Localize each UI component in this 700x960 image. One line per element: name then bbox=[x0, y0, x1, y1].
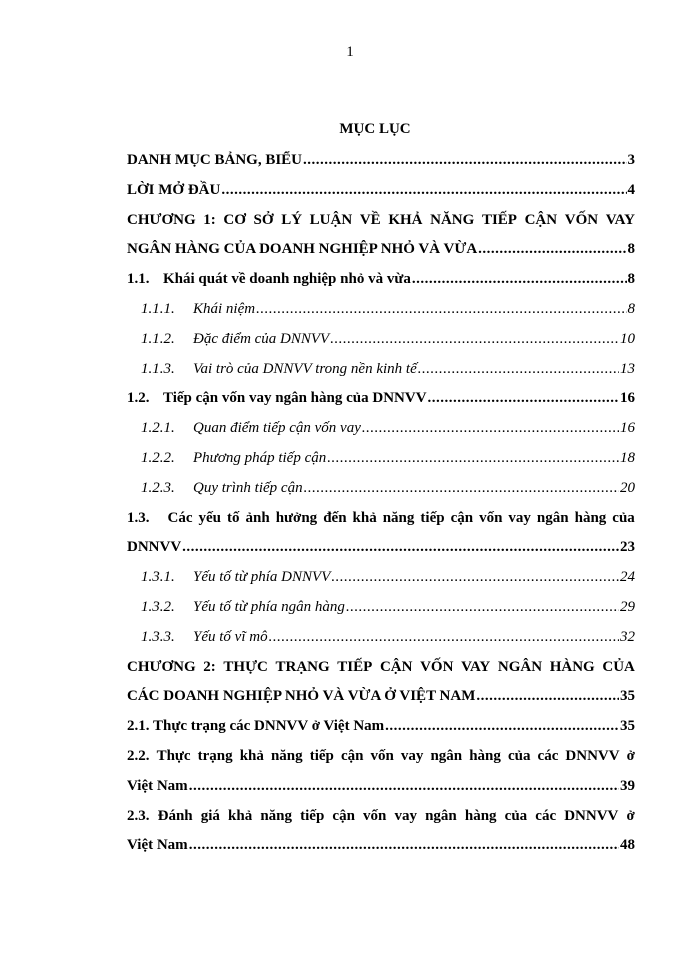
toc-entry-page: 35 bbox=[620, 718, 635, 735]
toc-entry-text: Yếu tố từ phía DNNVV bbox=[193, 569, 331, 586]
toc-entry-number: 1.3.1. bbox=[141, 569, 175, 586]
dot-leader bbox=[412, 265, 627, 295]
toc-entry-chapter-2[interactable] bbox=[127, 653, 635, 713]
toc-entry-number: 1.2.1. bbox=[141, 420, 175, 437]
toc-entry-page: 8 bbox=[627, 271, 635, 288]
dot-leader bbox=[428, 384, 619, 414]
page-number: 1 bbox=[346, 44, 354, 60]
toc-entry-1-1-1[interactable] bbox=[127, 295, 635, 325]
toc-entry-page: 8 bbox=[627, 241, 635, 258]
dot-leader bbox=[346, 593, 619, 623]
toc-entry-page: 10 bbox=[620, 330, 635, 347]
toc-entry-page: 23 bbox=[620, 539, 635, 556]
toc-entry-2-1[interactable] bbox=[127, 712, 635, 742]
toc-entry-number: 1.1.2. bbox=[141, 330, 175, 347]
toc-entry-page: 29 bbox=[620, 598, 635, 615]
toc-entry-1-3[interactable] bbox=[127, 504, 635, 564]
dot-leader bbox=[362, 414, 619, 444]
toc-entry-text: Khái quát về doanh nghiệp nhỏ và vừa bbox=[163, 271, 411, 288]
toc-entry-text: Phương pháp tiếp cận bbox=[193, 449, 327, 466]
toc-entry-number: 1.2. bbox=[127, 390, 150, 407]
toc-entry-number: 1.1. bbox=[127, 271, 150, 288]
toc-entry-number: 1.1.1. bbox=[141, 300, 175, 317]
toc-entry-page: 3 bbox=[627, 152, 635, 168]
toc-entry-page: 16 bbox=[620, 390, 635, 407]
toc-entry-number: 1.3.3. bbox=[141, 628, 175, 645]
toc-entry-line-1: 2.3. Đánh giá khả năng tiếp cận vốn vay ngân hàng của các DNNVV ở bbox=[127, 807, 635, 824]
dot-leader bbox=[478, 235, 626, 265]
toc-entry-1-2-3[interactable] bbox=[127, 474, 635, 504]
toc-entry-1-3-2[interactable] bbox=[127, 593, 635, 623]
toc-entry-number: 1.2.3. bbox=[141, 479, 175, 496]
toc-entry-page: 4 bbox=[627, 181, 635, 198]
toc-entry-1-3-3[interactable] bbox=[127, 623, 635, 653]
toc-entry-2-3[interactable] bbox=[127, 802, 635, 862]
toc-entry-introduction[interactable] bbox=[127, 176, 635, 206]
toc-entry-text: CÁC DOANH NGHIỆP NHỎ VÀ VỪA Ở VIỆT NAM bbox=[127, 688, 476, 705]
toc-entry-1-1[interactable] bbox=[127, 265, 635, 295]
toc-entry-line-2 bbox=[127, 682, 635, 712]
toc-entry-page: 24 bbox=[620, 569, 635, 586]
toc-entry-line-2 bbox=[127, 235, 635, 265]
toc-entry-text: Quy trình tiếp cận bbox=[193, 479, 303, 496]
toc-entry-page: 8 bbox=[627, 300, 635, 317]
toc-entry-text: Yếu tố từ phía ngân hàng bbox=[193, 598, 345, 615]
toc-entry-page: 13 bbox=[620, 360, 635, 377]
dot-leader bbox=[418, 355, 619, 385]
toc-entry-text: DANH MỤC BẢNG, BIỂU bbox=[127, 152, 303, 168]
toc-entry-line-2 bbox=[127, 772, 635, 802]
toc-entry-line-1: 1.3. Các yếu tố ảnh hưởng đến khả năng tiếp cận vốn vay ngân hàng của bbox=[127, 504, 635, 534]
toc-entry-page: 18 bbox=[620, 449, 635, 466]
toc-entry-number: 1.3.2. bbox=[141, 598, 175, 615]
toc-entry-1-2[interactable] bbox=[127, 384, 635, 414]
toc-entry-page: 39 bbox=[620, 777, 635, 794]
toc-entry-line-1: CHƯƠNG 2: THỰC TRẠNG TIẾP CẬN VỐN VAY NGÂN HÀNG CỦA bbox=[127, 658, 635, 675]
toc-entry-line-2 bbox=[127, 533, 635, 563]
toc-entry-chapter-1[interactable] bbox=[127, 206, 635, 266]
toc-entry-1-3-1[interactable] bbox=[127, 563, 635, 593]
dot-leader bbox=[385, 712, 619, 742]
toc-entry-text: 2.1. Thực trạng các DNNVV ở Việt Nam bbox=[127, 718, 385, 735]
toc-entry-1-1-3[interactable] bbox=[127, 355, 635, 385]
toc-entry-text: Tiếp cận vốn vay ngân hàng của DNNVV bbox=[163, 390, 427, 407]
toc-title: MỤC LỤC bbox=[339, 121, 411, 137]
dot-leader bbox=[327, 444, 619, 474]
dot-leader bbox=[330, 325, 619, 355]
toc-entry-line-2 bbox=[127, 831, 635, 861]
toc-entry-number: 1.3. bbox=[127, 509, 150, 526]
toc-entry-1-1-2[interactable] bbox=[127, 325, 635, 355]
toc-entry-text: NGÂN HÀNG CỦA DOANH NGHIỆP NHỎ VÀ VỪA bbox=[127, 241, 478, 258]
toc-entry-page: 35 bbox=[620, 688, 635, 705]
toc-entry-page: 32 bbox=[620, 628, 635, 645]
toc-entry-text: Yếu tố vĩ mô bbox=[193, 628, 268, 645]
toc-entry-line-1: CHƯƠNG 1: CƠ SỞ LÝ LUẬN VỀ KHẢ NĂNG TIẾP CẬN VỐN VAY bbox=[127, 211, 635, 228]
dot-leader bbox=[189, 831, 619, 861]
dot-leader bbox=[189, 772, 619, 802]
toc-entry-text: Việt Nam bbox=[127, 837, 188, 854]
toc-entry-text: Đặc điểm của DNNVV bbox=[193, 330, 330, 347]
toc-entry-text: LỜI MỞ ĐẦU bbox=[127, 181, 221, 198]
toc-entry-page: 16 bbox=[620, 420, 635, 437]
toc-entry-text: DNNVV bbox=[127, 539, 182, 556]
dot-leader bbox=[182, 533, 619, 563]
table-of-contents bbox=[127, 146, 635, 861]
dot-leader bbox=[269, 623, 619, 653]
toc-entry-text: Vai trò của DNNVV trong nền kinh tế bbox=[193, 360, 417, 377]
toc-entry-1-2-1[interactable] bbox=[127, 414, 635, 444]
dot-leader bbox=[303, 146, 626, 176]
toc-entry-text: Quan điểm tiếp cận vốn vay bbox=[193, 420, 361, 437]
dot-leader bbox=[304, 474, 619, 504]
dot-leader bbox=[256, 295, 626, 325]
toc-entry-page: 20 bbox=[620, 479, 635, 496]
toc-entry-text: Việt Nam bbox=[127, 777, 188, 794]
dot-leader bbox=[221, 176, 626, 206]
toc-entry-page: 48 bbox=[620, 837, 635, 854]
toc-entry-list-of-tables[interactable] bbox=[127, 146, 635, 176]
toc-entry-1-2-2[interactable] bbox=[127, 444, 635, 474]
toc-entry-number: 1.1.3. bbox=[141, 360, 175, 377]
dot-leader bbox=[476, 682, 619, 712]
toc-entry-text: Khái niệm bbox=[193, 300, 256, 317]
toc-entry-2-2[interactable] bbox=[127, 742, 635, 802]
toc-entry-number: 1.2.2. bbox=[141, 449, 175, 466]
toc-entry-line-1: 2.2. Thực trạng khả năng tiếp cận vốn vay ngân hàng của các DNNVV ở bbox=[127, 747, 635, 764]
dot-leader bbox=[331, 563, 619, 593]
